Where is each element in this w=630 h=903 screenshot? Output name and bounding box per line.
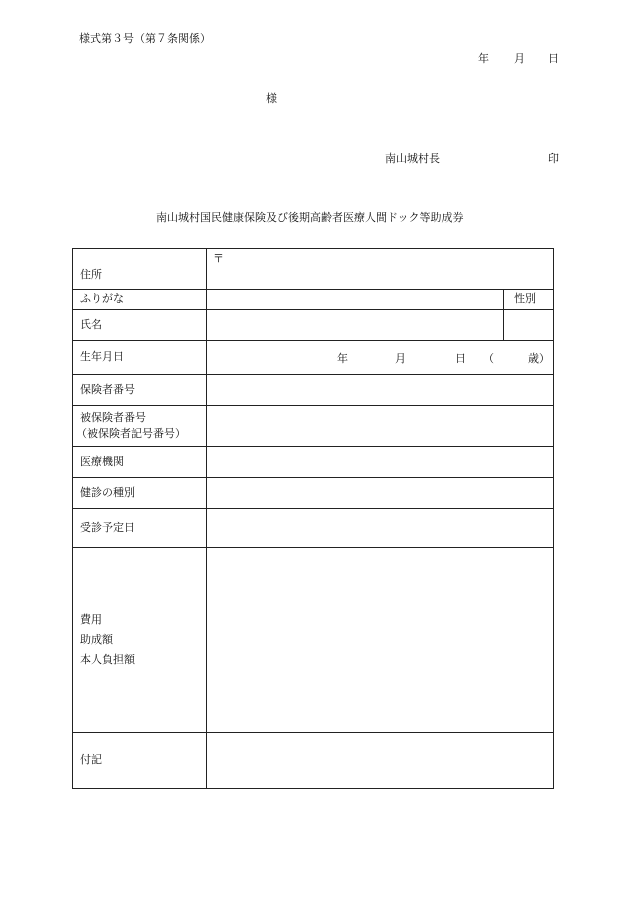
gender-field[interactable] bbox=[504, 310, 554, 341]
checkup-type-label: 健診の種別 bbox=[73, 478, 207, 509]
insured-number-label: 被保険者番号 bbox=[80, 411, 146, 424]
copay-amount-label: 本人負担額 bbox=[80, 653, 135, 666]
date-month-label: 月 bbox=[514, 52, 525, 65]
cost-row bbox=[73, 548, 554, 733]
furigana-label: ふりがな bbox=[73, 290, 207, 310]
subsidy-form-table bbox=[72, 248, 554, 789]
furigana-field[interactable] bbox=[207, 290, 504, 310]
notes-row bbox=[73, 733, 554, 789]
dob-label: 生年月日 bbox=[73, 341, 207, 375]
medical-institution-row bbox=[73, 447, 554, 478]
dob-age-close: 歳） bbox=[528, 351, 550, 365]
postal-mark: 〒 bbox=[213, 252, 224, 265]
insured-number-sublabel: （被保険者記号番号） bbox=[76, 427, 186, 440]
notes-field[interactable] bbox=[207, 733, 554, 789]
name-label: 氏名 bbox=[73, 310, 207, 341]
cost-label: 費用 bbox=[80, 613, 102, 626]
issuer-name: 南山城村長 bbox=[385, 152, 440, 165]
insurer-number-row bbox=[73, 375, 554, 406]
dob-year-label: 年 bbox=[337, 351, 348, 365]
medical-institution-field[interactable] bbox=[207, 447, 554, 478]
checkup-type-field[interactable] bbox=[207, 478, 554, 509]
appointment-date-row bbox=[73, 509, 554, 548]
address-row bbox=[73, 249, 554, 290]
insured-number-field[interactable] bbox=[207, 406, 554, 447]
medical-institution-label: 医療機関 bbox=[73, 447, 207, 478]
addressee-suffix: 様 bbox=[266, 92, 277, 105]
notes-label: 付記 bbox=[73, 733, 207, 789]
insured-number-label-cell bbox=[73, 406, 207, 447]
date-day-label: 日 bbox=[548, 52, 559, 65]
insured-number-row bbox=[73, 406, 554, 447]
form-number: 様式第３号（第７条関係） bbox=[79, 32, 211, 45]
date-year-label: 年 bbox=[478, 52, 489, 65]
insurer-number-label: 保険者番号 bbox=[73, 375, 207, 406]
checkup-type-row bbox=[73, 478, 554, 509]
furigana-row bbox=[73, 290, 554, 310]
gender-label: 性別 bbox=[504, 290, 554, 310]
cost-labels-cell bbox=[73, 548, 207, 733]
dob-age-open: （ bbox=[483, 351, 494, 365]
name-field[interactable] bbox=[207, 310, 504, 341]
dob-month-label: 月 bbox=[395, 351, 406, 365]
appointment-date-label: 受診予定日 bbox=[73, 509, 207, 548]
subsidy-amount-label: 助成額 bbox=[80, 633, 113, 646]
seal-mark: 印 bbox=[548, 152, 559, 165]
dob-field[interactable] bbox=[207, 341, 554, 375]
insurer-number-field[interactable] bbox=[207, 375, 554, 406]
name-row bbox=[73, 310, 554, 341]
address-label: 住所 bbox=[73, 249, 207, 290]
appointment-date-field[interactable] bbox=[207, 509, 554, 548]
dob-row bbox=[73, 341, 554, 375]
form-title: 南山城村国民健康保険及び後期高齢者医療人間ドック等助成券 bbox=[156, 211, 464, 224]
cost-field[interactable] bbox=[207, 548, 554, 733]
dob-day-label: 日 bbox=[455, 351, 466, 365]
address-field[interactable] bbox=[207, 249, 554, 290]
